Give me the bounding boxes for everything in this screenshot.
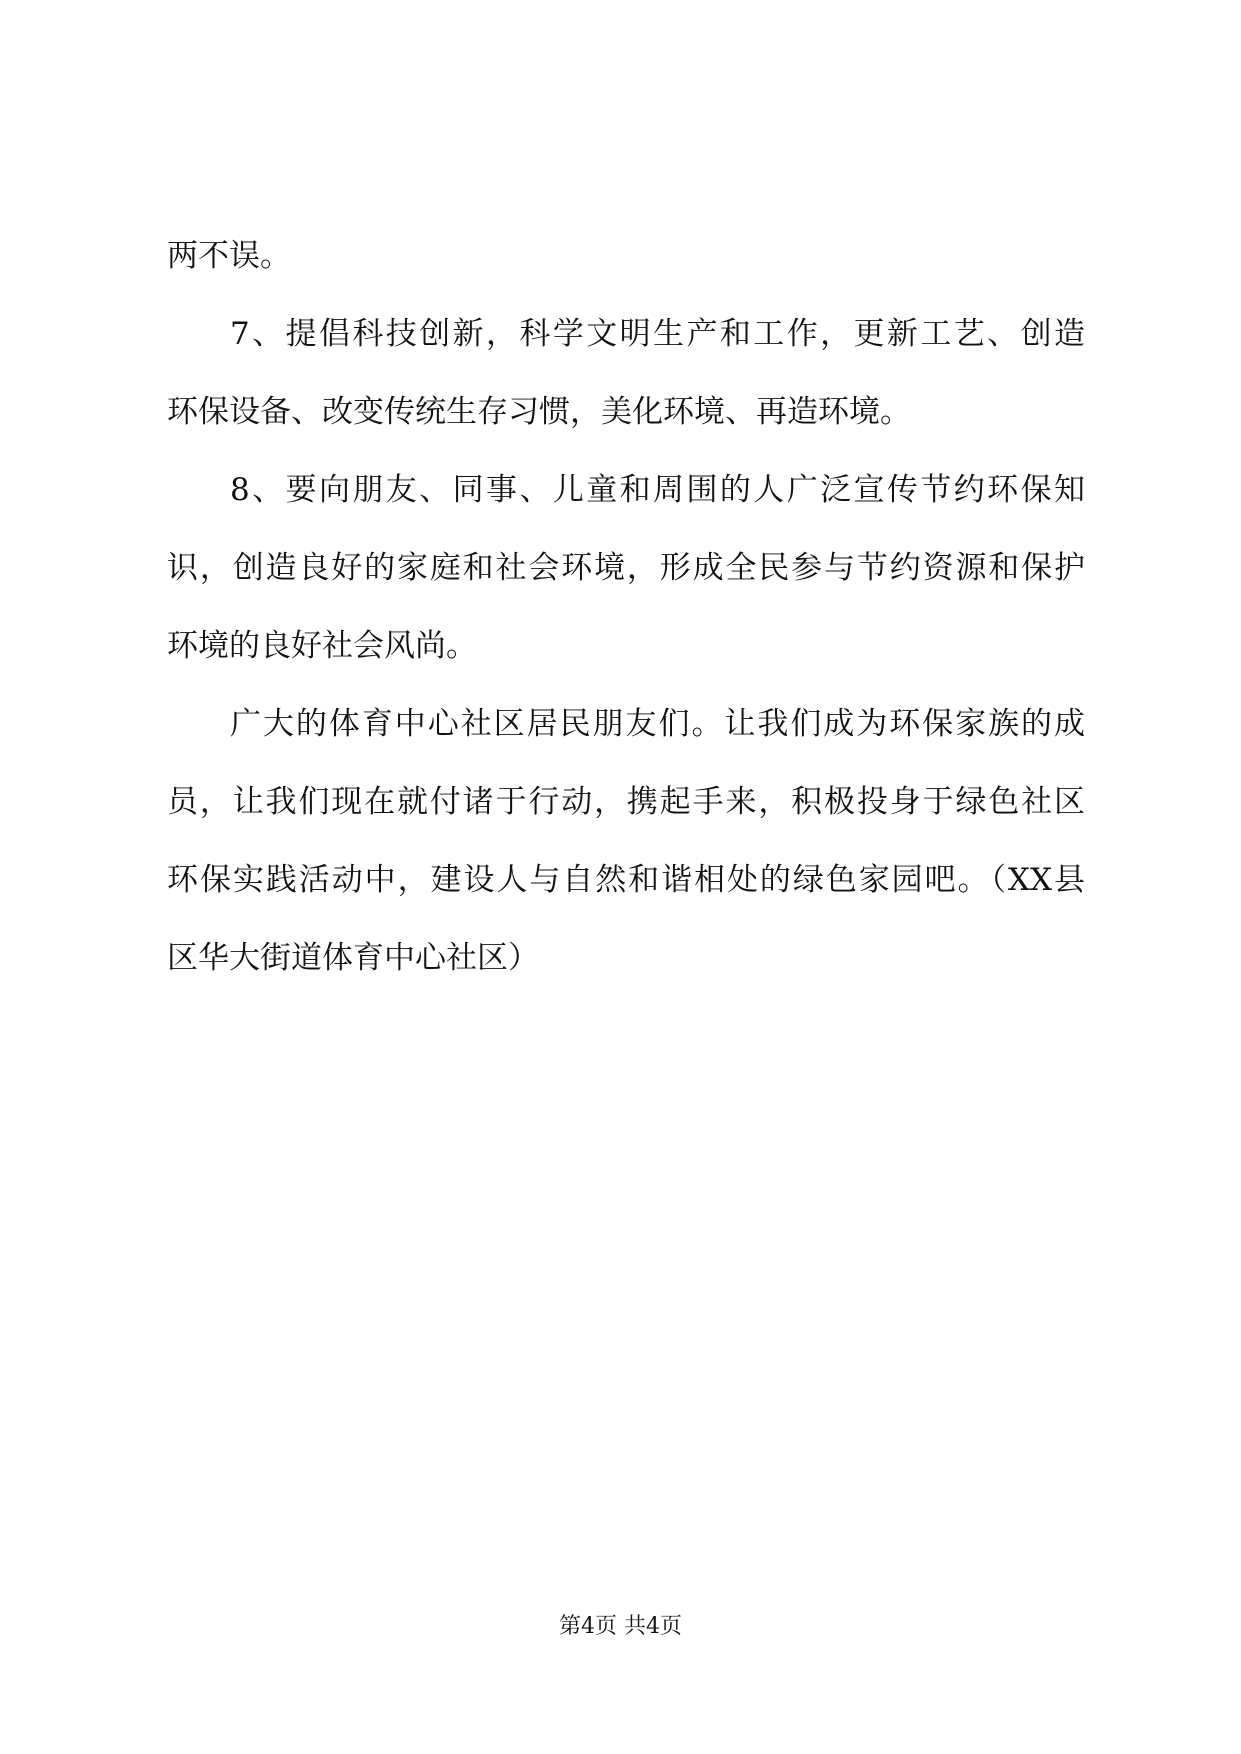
paragraph-line: 区华大街道体育中心社区）: [167, 940, 539, 976]
paragraph-line: 8、要向朋友、同事、儿童和周围的人广泛宣传节约环保知: [230, 472, 1085, 508]
paragraph-line: 环保实践活动中，建设人与自然和谐相处的绿色家园吧。（XX县: [167, 862, 1085, 898]
paragraph-line: 广大的体育中心社区居民朋友们。让我们成为环保家族的成: [230, 706, 1085, 742]
paragraph-line: 7、提倡科技创新，科学文明生产和工作，更新工艺、创造: [230, 316, 1085, 352]
paragraph-line: 环保设备、改变传统生存习惯，美化环境、再造环境。: [167, 394, 911, 430]
paragraph-line: 环境的良好社会风尚。: [167, 628, 477, 664]
paragraph-line: 识，创造良好的家庭和社会环境，形成全民参与节约资源和保护: [167, 550, 1085, 586]
page-number-footer: 第4页 共4页: [559, 1614, 682, 1639]
paragraph-line: 两不误。: [167, 238, 291, 274]
body-text: [167, 230, 1085, 1010]
paragraph-line: 员，让我们现在就付诸于行动，携起手来，积极投身于绿色社区: [167, 784, 1085, 820]
